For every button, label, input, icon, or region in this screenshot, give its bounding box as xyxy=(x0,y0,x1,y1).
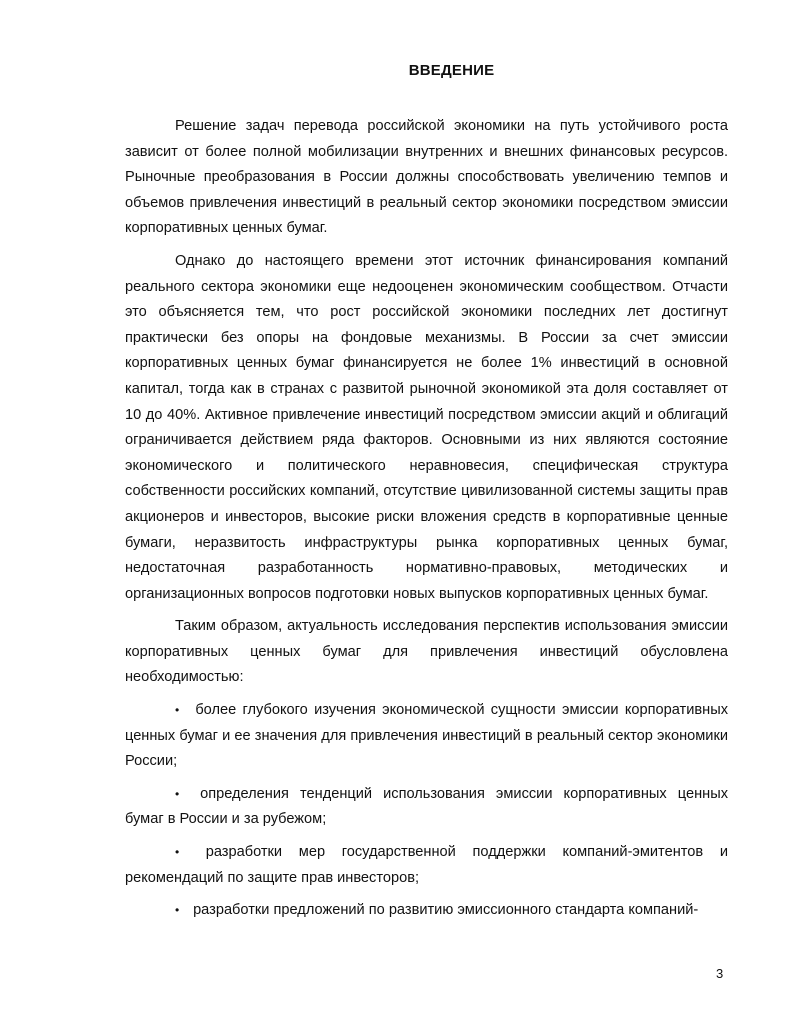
paragraph-3: Таким образом, актуальность исследования перспектив использования эмиссии корпоративных ценных бумаг для привлечения инвестиций обусловлена необходимостью: xyxy=(125,618,728,686)
list-item-text: более глубокого изучения экономической сущности эмиссии корпоративных ценных бумаг и ее значения для привлечения инвестиций в реальный сектор экономики России; xyxy=(125,702,728,770)
list-item xyxy=(125,782,728,833)
bullet-icon: • xyxy=(175,903,180,918)
page-number: 3 xyxy=(716,966,724,981)
paragraph-2: Однако до настоящего времени этот источник финансирования компаний реального сектора экономики еще недооценен экономическим сообществом. Отчасти это объясняется тем, что рост российской экономики последних лет достигнут практически без опоры на фондовые механизмы. В России за счет эмиссии корпоративных ценных бумаг финансируется не более 1% инвестиций в основной капитал, тогда как в странах с развитой рыночной экономикой эта доля составляет от 10 до 40%. Активное привлечение инвестиций посредством эмиссии акций и облигаций ограничивается действием ряда факторов. Основными из них являются состояние экономического и политического неравновесия, специфическая структура собственности российских компаний, отсутствие цивилизованной системы защиты прав акционеров и инвесторов, высокие риски вложения средств в корпоративные ценные бумаги, неразвитость инфраструктуры рынка корпоративных ценных бумаг, недостаточная разработанность нормативно-правовых, методических и организационных вопросов подготовки новых выпусков корпоративных ценных бумаг. xyxy=(125,252,728,602)
list-item-text: разработки предложений по развитию эмиссионного стандарта компаний- xyxy=(193,902,699,919)
page-title: ВВЕДЕНИЕ xyxy=(408,62,495,79)
list-item xyxy=(125,898,728,924)
list-item-text: определения тенденций использования эмиссии корпоративных ценных бумаг в России и за рубежом; xyxy=(125,785,728,828)
bullet-icon: • xyxy=(175,786,180,801)
bullet-icon: • xyxy=(175,845,180,860)
list-item xyxy=(125,698,728,775)
document-body xyxy=(125,114,728,924)
paragraph-1: Решение задач перевода российской экономики на путь устойчивого роста зависит от более полной мобилизации внутренних и внешних финансовых ресурсов. Рыночные преобразования в России должны способствовать увеличению темпов и объемов привлечения инвестиций в реальный сектор экономики посредством эмиссии корпоративных ценных бумаг. xyxy=(125,118,728,237)
list-item xyxy=(125,840,728,891)
bullet-icon: • xyxy=(175,703,180,718)
list-item-text: разработки мер государственной поддержки компаний-эмитентов и рекомендаций по защите прав инвесторов; xyxy=(125,844,728,886)
